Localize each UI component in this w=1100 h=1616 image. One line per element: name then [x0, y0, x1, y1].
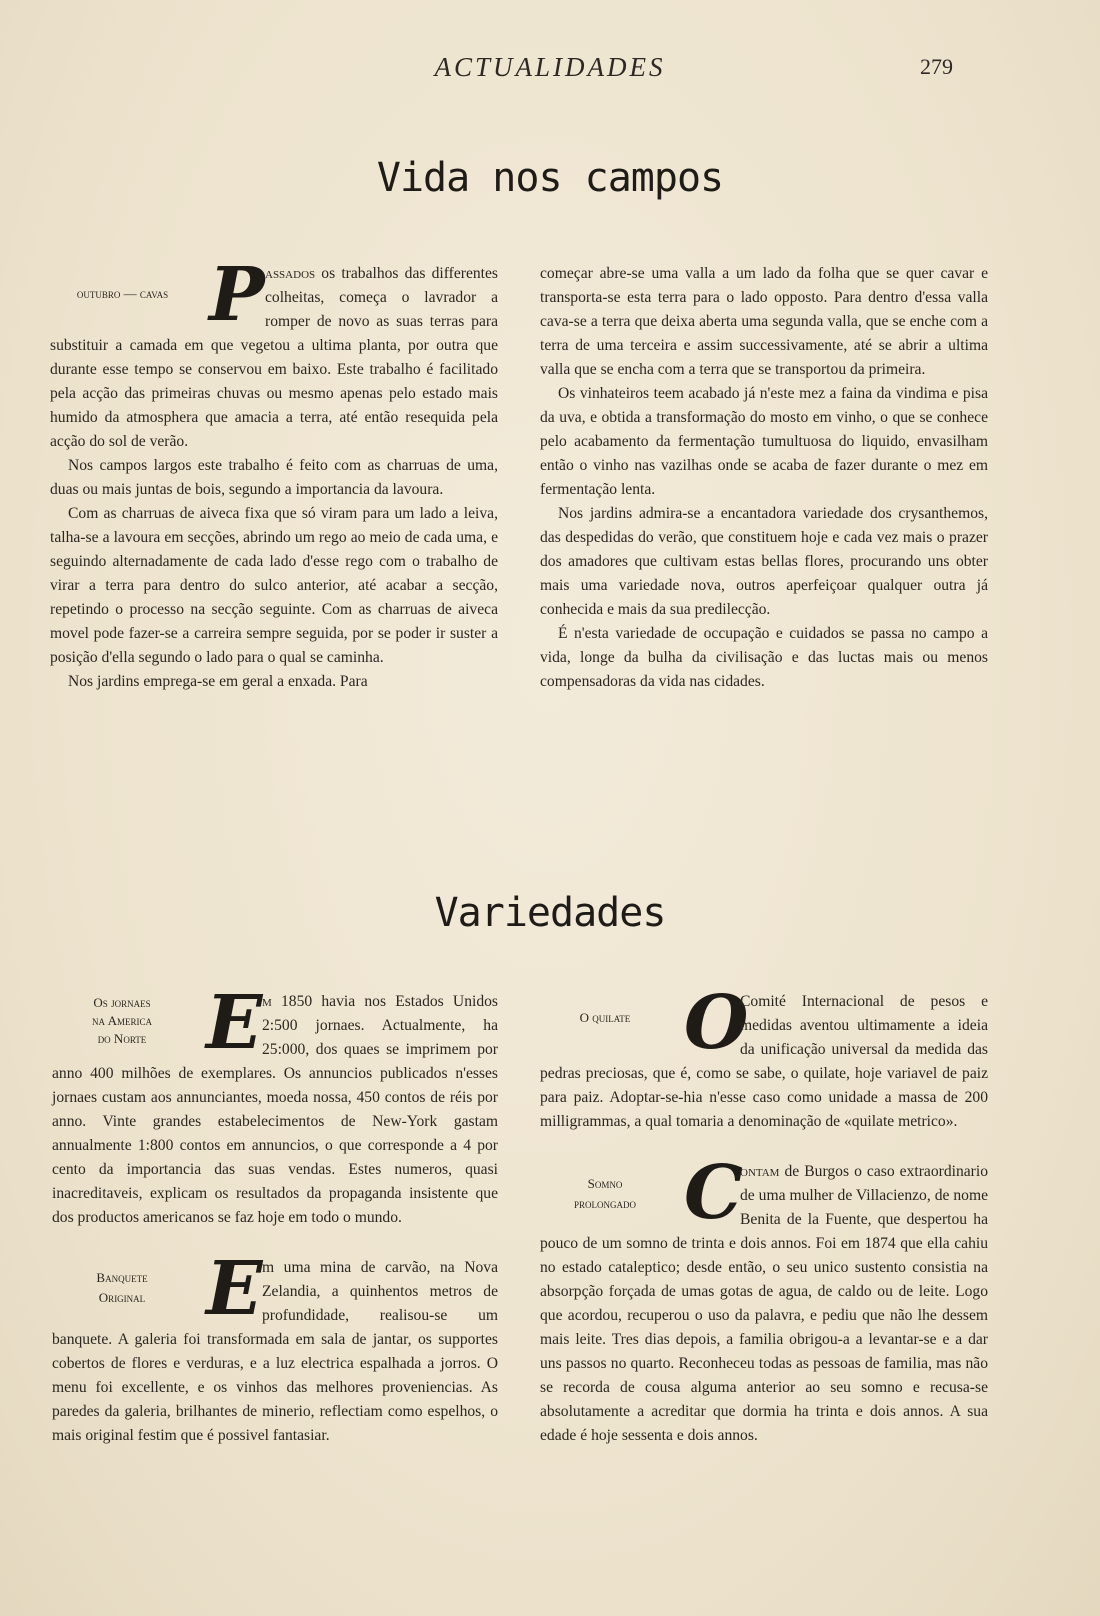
vida-paragraph-3: Com as charruas de aiveca fixa que só viram para um lado a leiva, talha-se a lavoura em secções, abrindo um rego ao meio de cada uma, e seguindo alternadamente de cada lado d'esse rego com o trabalho de virar a terra para dentro do sulco anterior, até acabar a secção, repetindo o processo na secção seguinte. Com as charruas de aiveca movel pode fazer-se a carreira sempre seguida, por se poder ir suster a posição d'ella segundo o lado para o qual se caminha.	[50, 505, 498, 666]
item-jornaes: Os jornaes na America do Norte E m 1850 havia nos Estados Unidos 2:500 jornaes. Actualmente, ha 25:000, dos quaes se imprimem por anno 400 milhões de exemplares. Os annuncios publicados n'esses jornaes custam aos annunciantes, moeda nossa, 450 contos de réis por anno. Vinte grandes estabelecimentos de New-York gastam annualmente 1:800 contos em annuncios, o que corresponde a 4 por cento da importancia das suas vendas. Estes numeros, quasi inacreditaveis, explicam os resultados da propaganda insistente que dos productos americanos se faz hoje em todo o mundo.	[52, 980, 498, 1226]
vida-paragraph-4: Nos jardins emprega-se em geral a enxada. Para	[68, 673, 368, 690]
vida-paragraph-7: Nos jardins admira-se a encantadora variedade dos crysanthemos, das despedidas do verão, que constituem hoje e cada vez mais o prazer dos amadores que cultivam estas bellas flores, procurando uns obter mais uma variedade nova, outros aperfeiçoar qualquer outra já conhecida e mais da sua predilecção.	[540, 505, 988, 618]
drop-cap-e: E	[206, 980, 263, 1066]
vida-paragraph-5: começar abre-se uma valla a um lado da folha que se quer cavar e transporta-se esta terra para o lado opposto. Para dentro d'essa valla cava-se a terra que deixa aberta uma segunda valla, que se enche com a terra de uma terceira e assim successivamente, até se abrir a ultima valla que se encha com a terra que se transportou da primeira.	[540, 265, 988, 378]
item-banquete: Banquete Original E m uma mina de carvão, na Nova Zelandia, a quinhentos metros de profundidade, realisou-se um banquete. A galeria foi transformada em sala de jantar, os supportes cobertos de flores e verduras, e a luz electrica espalhada a jorros. O menu foi excellente, e os vinhos das melhores proveniencias. As paredes da galeria, brilhantes de minerio, reflectiam como espelhos, o mais original festim que é possivel fantasiar.	[52, 1246, 498, 1444]
drop-cap-o: O	[684, 980, 749, 1066]
lead-word: assados	[265, 265, 316, 282]
jornaes-lead-block	[52, 980, 263, 1066]
drop-cap-p: P	[209, 252, 265, 338]
side-label-outubro: outubro — cavas	[76, 286, 169, 301]
vida-left-column	[50, 252, 498, 694]
side-label-quilate: O quilate	[579, 1010, 631, 1025]
section-title-vida: Vida nos campos	[376, 155, 724, 201]
item-somno: Somno prolongado C ontam de Burgos o caso extraordinario de uma mulher de Villacienzo, de nome Benita de la Fuente, que despertou ha pouco de um somno de trinta e dois annos. Foi em 1874 que ella cahiu no estado cataleptico; desde então, o seu unico sustento consistia na absorpção forçada de umas gotas de agua, de caldo ou de leite. Logo que acordou, recuperou o uso da palavra, e pediu que não lhe dessem mais leite. Tres dias depois, a familia obrigou-a a levantar-se e a dar uns passos no quarto. Reconheceu todas as pessoas de familia, mas não se recorda de cousa alguma anterior ao seu somno e recusa-se absolutamente a acreditar que dormia ha trinta e dois annos. A sua edade é hoje sessenta e dois annos.	[540, 1150, 988, 1444]
somno-lead-block	[540, 1150, 743, 1236]
vida-paragraph-6: Os vinhateiros teem acabado já n'este mez a faina da vindima e pisa da uva, e obtida a transformação do mosto em vinho, o que se conhece pelo acabamento da fermentação tumultuosa do liquido, envasilham então o vinho nas vazilhas onde se acaba de fazer durante o mez em fermentação lenta.	[540, 385, 988, 498]
side-label-banquete: Banquete Original	[96, 1270, 148, 1305]
side-label-somno: Somno prolongado	[573, 1176, 636, 1211]
vida-paragraph-2: Nos campos largos este trabalho é feito com as charruas de uma, duas ou mais juntas de bois, segundo a importancia da lavoura.	[50, 457, 498, 498]
variedades-right-column	[540, 980, 988, 1448]
quilate-lead-block	[540, 980, 749, 1066]
vida-lead-block	[50, 252, 265, 338]
side-label-jornaes: Os jornaes na America do Norte	[92, 995, 152, 1046]
running-header: ACTUALIDADES	[434, 52, 666, 82]
variedades-left-column	[52, 980, 498, 1448]
drop-cap-c: C	[684, 1150, 743, 1236]
page-number: 279	[920, 54, 953, 79]
section-title-variedades: Variedades	[434, 890, 666, 936]
banquete-lead-block	[52, 1246, 263, 1332]
vida-paragraph-8: É n'esta variedade de occupação e cuidados se passa no campo a vida, longe da bulha da civilisação e das luctas mais ou menos compensadoras da vida nas cidades.	[540, 625, 988, 690]
drop-cap-e-2: E	[206, 1246, 263, 1332]
vida-right-column	[540, 262, 988, 694]
vida-paragraph-1: outubro — cavas P assados os trabalhos das differentes colheitas, começa o lavrador a romper de novo as suas terras para substituir a camada em que vegetou a ultima planta, por outra que durante esse tempo se conservou em baixo. Este trabalho é facilitado pela acção das primeiras chuvas ou mesmo apenas pelo estado mais humido da atmosphera que amacia a terra, até então resequida pela acção do sol de verão.	[50, 252, 498, 450]
item-quilate: O quilate O Comité Internacional de pesos e medidas aventou ultimamente a ideia da unificação universal da medida das pedras preciosas, que é, como se sabe, o quilate, hoje variavel de paiz para paiz. Adoptar-se-hia n'esse caso como unidade a massa de 200 milligrammas, a qual tomaria a denominação de «quilate metrico».	[540, 980, 988, 1130]
